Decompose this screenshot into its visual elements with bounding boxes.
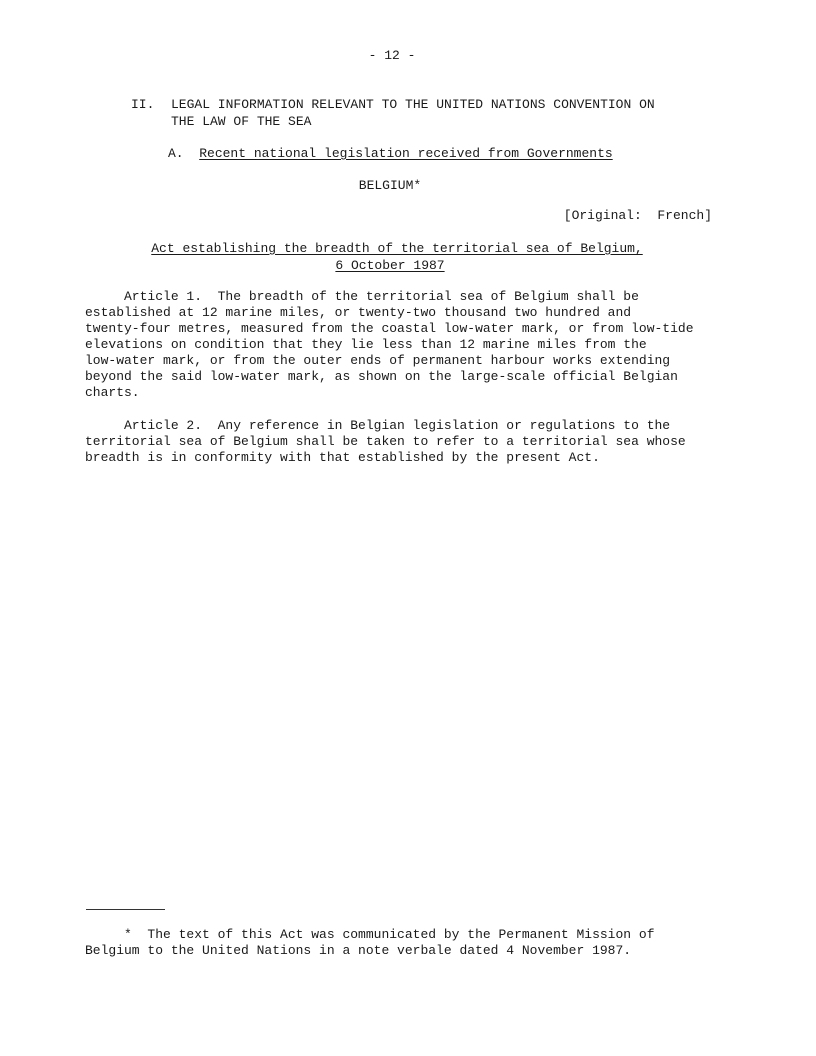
country-heading: BELGIUM* xyxy=(358,178,422,193)
article-1-line: beyond the said low-water mark, as shown on the large-scale official Belgian xyxy=(85,369,678,384)
subsection-letter: A. xyxy=(168,146,184,161)
article-1-line: low-water mark, or from the outer ends of permanent harbour works extending xyxy=(85,353,671,368)
page-number: - 12 - xyxy=(368,48,416,63)
footnote-divider xyxy=(86,909,165,910)
act-title-line-2: 6 October 1987 xyxy=(335,258,445,273)
article-1-line: elevations on condition that they lie less than 12 marine miles from the xyxy=(85,337,647,352)
subsection-title: Recent national legislation received from Governments xyxy=(199,146,613,161)
article-1-line: charts. xyxy=(85,385,140,400)
section-title-line-1: LEGAL INFORMATION RELEVANT TO THE UNITED NATIONS CONVENTION ON xyxy=(171,97,655,112)
section-title-line-2: THE LAW OF THE SEA xyxy=(171,114,312,129)
original-language-note: [Original: French] xyxy=(563,208,712,223)
article-1-line: twenty-four metres, measured from the coastal low-water mark, or from low-tide xyxy=(85,321,694,336)
footnote-line: * The text of this Act was communicated by the Permanent Mission of xyxy=(85,927,655,942)
act-title-line-1: Act establishing the breadth of the territorial sea of Belgium, xyxy=(151,241,643,256)
article-1-line: established at 12 marine miles, or twenty-two thousand two hundred and xyxy=(85,305,632,320)
article-2-line: breadth is in conformity with that established by the present Act. xyxy=(85,450,600,465)
section-number: II. xyxy=(131,97,155,112)
subsection-heading xyxy=(168,146,613,162)
article-1-line: Article 1. The breadth of the territorial sea of Belgium shall be xyxy=(85,289,639,304)
article-2-line: territorial sea of Belgium shall be taken to refer to a territorial sea whose xyxy=(85,434,686,449)
article-2-line: Article 2. Any reference in Belgian legislation or regulations to the xyxy=(85,418,671,433)
footnote-line: Belgium to the United Nations in a note verbale dated 4 November 1987. xyxy=(85,943,632,958)
